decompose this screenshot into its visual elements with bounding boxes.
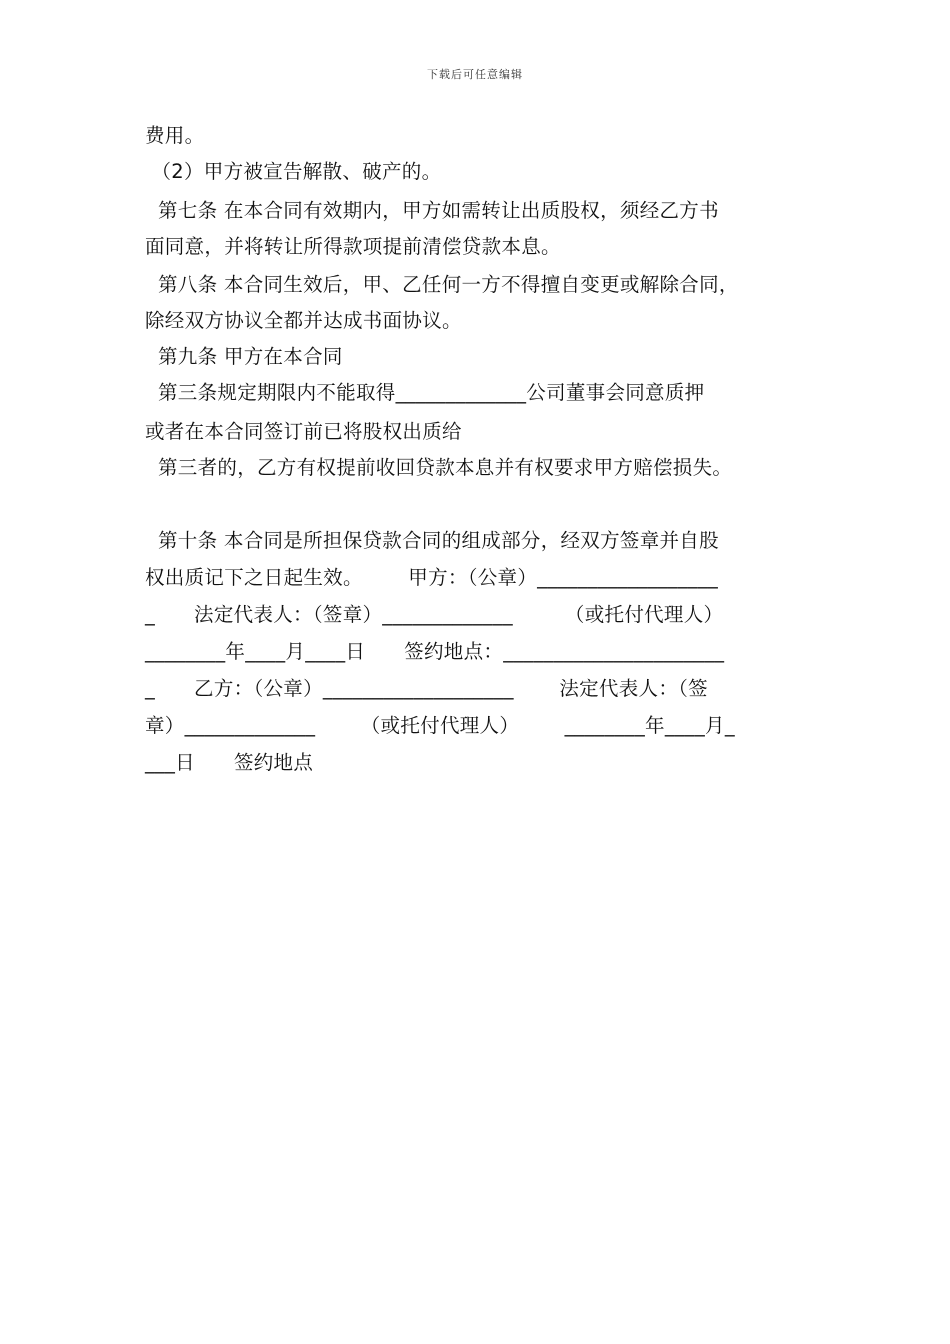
text-line: 第七条 在本合同有效期内，甲方如需转让出质股权，须经乙方书 — [145, 199, 719, 222]
text-line: 第十条 本合同是所担保贷款合同的组成部分，经双方签章并自股 — [145, 529, 719, 552]
text-line: 面同意，并将转让所得款项提前清偿贷款本息。 — [145, 235, 561, 258]
text-line: 第三条规定期限内不能取得_____________公司董事会同意质押 — [145, 381, 705, 404]
text-line: _ 乙方：（公章）___________________ 法定代表人：（签 — [145, 677, 708, 700]
text-line: 第九条 甲方在本合同 — [145, 345, 343, 368]
text-line: _ 法定代表人：（签章）_____________ （或托付代理人） — [145, 603, 724, 626]
text-line: 费用。 — [145, 124, 205, 147]
text-line: 除经双方协议全都并达成书面协议。 — [145, 309, 462, 332]
text-line: 第三者的，乙方有权提前收回贷款本息并有权要求甲方赔偿损失。 — [145, 456, 733, 479]
text-line: 或者在本合同签订前已将股权出质给 — [145, 420, 462, 443]
text-line: （2）甲方被宣告解散、破产的。 — [145, 160, 442, 183]
text-line: ________年____月____日 签约地点：______________________ — [145, 640, 725, 663]
text-line: 权出质记下之日起生效。 甲方：（公章）__________________ — [145, 566, 719, 589]
text-line: 章）_____________ （或托付代理人） ________年____月_ — [145, 714, 735, 737]
text-line: ___日 签约地点 — [145, 751, 314, 774]
page-header-note: 下载后可任意编辑 — [427, 68, 523, 81]
text-line: 第八条 本合同生效后，甲、乙任何一方不得擅自变更或解除合同， — [145, 273, 739, 296]
